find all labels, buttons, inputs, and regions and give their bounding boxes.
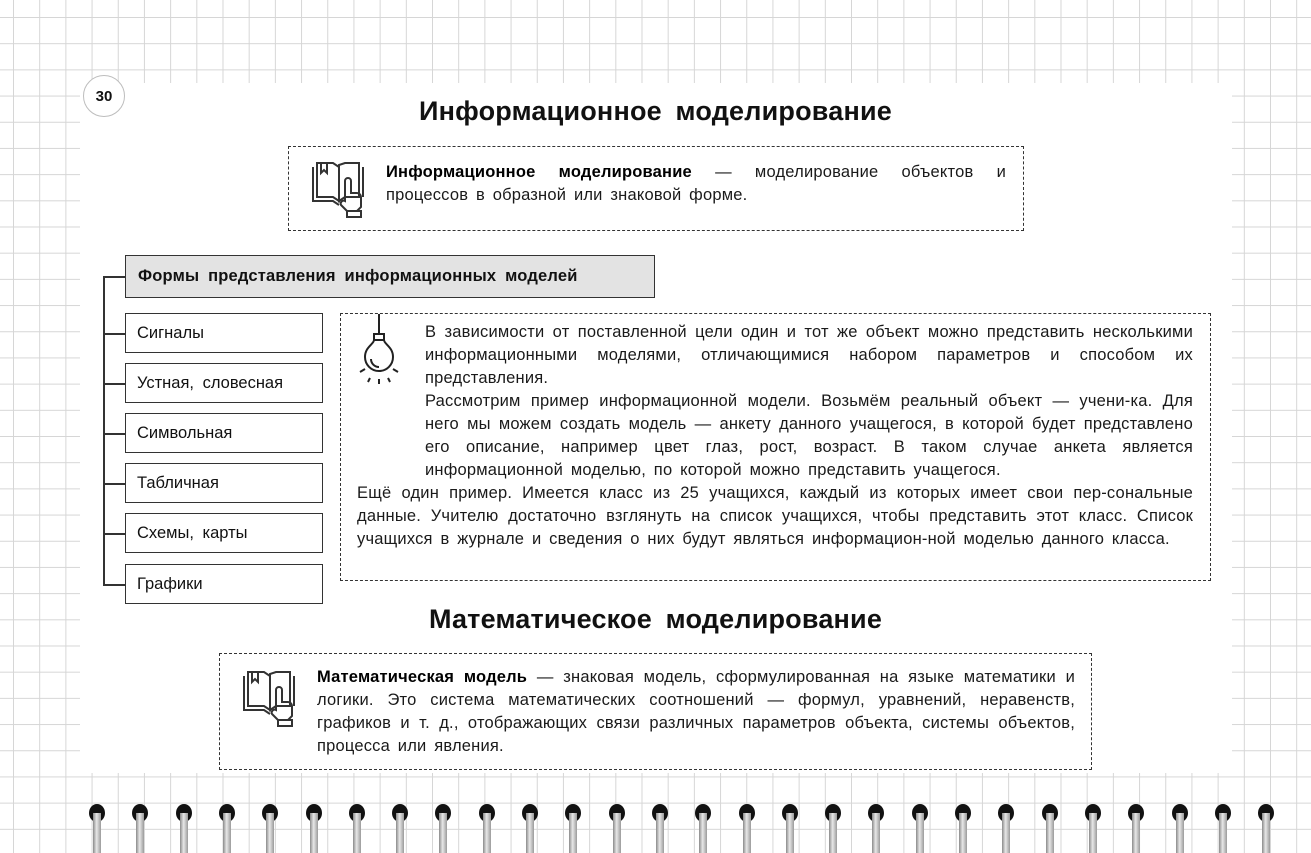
note-paragraph: Рассмотрим пример информационной модели. Возьмём реальный объект — учени-ка. Для него мы можем создать модель — анкету данного учащегося, в которой будет представлено его описание, например цвет глаз, рост, возраст. В таком случае анкета является информационной моделью, по которой можно представить учащегося. (425, 392, 1193, 479)
spiral-ring (825, 800, 841, 844)
ring-wire (483, 813, 491, 853)
ring-wire (569, 813, 577, 853)
spiral-ring (1172, 800, 1188, 844)
spiral-ring (1042, 800, 1058, 844)
form-item: Графики (125, 564, 323, 604)
form-item: Устная, словесная (125, 363, 323, 403)
spiral-ring (132, 800, 148, 844)
ring-wire (136, 813, 144, 853)
spiral-ring (522, 800, 538, 844)
form-item: Табличная (125, 463, 323, 503)
ring-wire (829, 813, 837, 853)
ring-wire (699, 813, 707, 853)
spiral-ring (868, 800, 884, 844)
spiral-ring (998, 800, 1014, 844)
page-number: 30 (83, 75, 125, 117)
ring-wire (180, 813, 188, 853)
math-definition-body: — знаковая модель, сформулированная на языке математики и логики. Это система математических соотношений — формул, уравнений, неравенств, графиков и т. д., отображающих связи различных параметров объекта, системы объектов, процесса или явления. (317, 668, 1075, 755)
ring-wire (656, 813, 664, 853)
ring-wire (1132, 813, 1140, 853)
ring-wire (310, 813, 318, 853)
info-definition-term: Информационное моделирование (386, 163, 692, 181)
math-definition-box (219, 653, 1092, 770)
note-box (340, 313, 1211, 581)
ring-wire (526, 813, 534, 853)
spiral-ring (782, 800, 798, 844)
spiral-ring (695, 800, 711, 844)
spiral-ring (912, 800, 928, 844)
spiral-ring (479, 800, 495, 844)
info-definition-text (386, 161, 1006, 207)
ring-wire (1262, 813, 1270, 853)
tree-branch-line (103, 483, 125, 485)
ring-wire (353, 813, 361, 853)
note-paragraph: В зависимости от поставленной цели один и тот же объект можно представить несколькими информационными моделями, отличающимися набором параметров и способом их представления. (425, 323, 1193, 387)
spiral-ring (652, 800, 668, 844)
spiral-ring (1215, 800, 1231, 844)
ring-wire (1089, 813, 1097, 853)
form-item: Символьная (125, 413, 323, 453)
ring-wire (93, 813, 101, 853)
tree-branch-line (103, 533, 125, 535)
spiral-ring (565, 800, 581, 844)
tree-branch-line (103, 433, 125, 435)
spiral-ring (435, 800, 451, 844)
ring-wire (1176, 813, 1184, 853)
spiral-ring (349, 800, 365, 844)
ring-wire (872, 813, 880, 853)
ring-wire (959, 813, 967, 853)
ring-wire (786, 813, 794, 853)
info-definition-box (288, 146, 1024, 231)
math-definition-text (317, 666, 1075, 758)
ring-wire (1219, 813, 1227, 853)
note-text (357, 321, 1193, 551)
info-definition-body: — моделирование объектов и процессов в образной или знаковой форме. (386, 163, 1006, 204)
spiral-ring (176, 800, 192, 844)
tree-branch-line (103, 383, 125, 385)
spiral-ring (392, 800, 408, 844)
ring-wire (223, 813, 231, 853)
spiral-ring (219, 800, 235, 844)
spiral-ring (609, 800, 625, 844)
ring-wire (916, 813, 924, 853)
tree-branch-line (103, 584, 125, 586)
spiral-ring (739, 800, 755, 844)
tree-branch-line (103, 276, 125, 278)
ring-wire (396, 813, 404, 853)
book-hand-icon (309, 161, 371, 219)
form-item: Схемы, карты (125, 513, 323, 553)
tree-branch-line (103, 333, 125, 335)
section-title-info: Информационное моделирование (419, 96, 892, 126)
spiral-ring (1258, 800, 1274, 844)
ring-wire (613, 813, 621, 853)
form-item: Сигналы (125, 313, 323, 353)
spiral-ring (1128, 800, 1144, 844)
ring-wire (743, 813, 751, 853)
math-definition-term: Математическая модель (317, 668, 528, 686)
spiral-ring (306, 800, 322, 844)
spiral-ring (955, 800, 971, 844)
note-paragraph: Ещё один пример. Имеется класс из 25 учащихся, каждый из которых имеет свои пер-сональные данные. Учителю достаточно взглянуть на список учащихся, чтобы представить этот класс. Список учащихся в журнале и сведения о них будут являться информацион-ной моделью данного класса. (357, 484, 1193, 548)
tree-trunk-line (103, 276, 105, 586)
book-hand-icon (240, 670, 302, 728)
ring-wire (1046, 813, 1054, 853)
ring-wire (439, 813, 447, 853)
spiral-ring (262, 800, 278, 844)
ring-wire (266, 813, 274, 853)
ring-wire (1002, 813, 1010, 853)
forms-header: Формы представления информационных моделей (125, 255, 655, 298)
spiral-ring (1085, 800, 1101, 844)
section-title-math: Математическое моделирование (428, 604, 883, 634)
spiral-ring (89, 800, 105, 844)
